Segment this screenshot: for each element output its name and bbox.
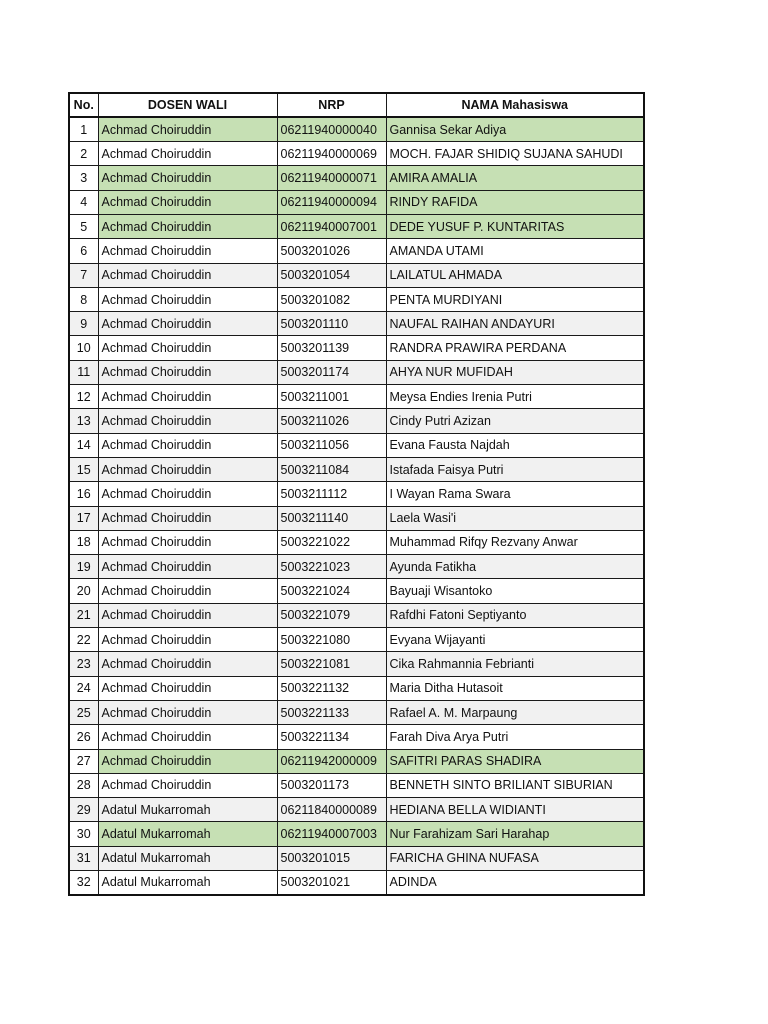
cell-nama-mahasiswa: Evyana Wijayanti	[386, 628, 644, 652]
table-row	[69, 555, 644, 579]
header-nama-mahasiswa: NAMA Mahasiswa	[386, 93, 644, 117]
cell-no: 25	[69, 700, 98, 724]
cell-nama-mahasiswa: LAILATUL AHMADA	[386, 263, 644, 287]
cell-nama-mahasiswa: ADINDA	[386, 871, 644, 895]
table-row	[69, 871, 644, 895]
cell-nama-mahasiswa: Laela Wasi'i	[386, 506, 644, 530]
table-row	[69, 312, 644, 336]
cell-nrp: 5003201021	[277, 871, 386, 895]
cell-nrp: 5003221132	[277, 676, 386, 700]
cell-no: 2	[69, 142, 98, 166]
cell-no: 22	[69, 628, 98, 652]
cell-no: 7	[69, 263, 98, 287]
cell-no: 18	[69, 530, 98, 554]
cell-nrp: 5003211112	[277, 482, 386, 506]
header-nrp: NRP	[277, 93, 386, 117]
table-row	[69, 287, 644, 311]
table-row	[69, 336, 644, 360]
cell-dosen-wali: Achmad Choiruddin	[98, 360, 277, 384]
cell-dosen-wali: Achmad Choiruddin	[98, 117, 277, 141]
cell-dosen-wali: Achmad Choiruddin	[98, 749, 277, 773]
cell-dosen-wali: Achmad Choiruddin	[98, 263, 277, 287]
cell-nrp: 5003221023	[277, 555, 386, 579]
cell-dosen-wali: Achmad Choiruddin	[98, 142, 277, 166]
cell-nrp: 5003211001	[277, 385, 386, 409]
cell-nrp: 5003201015	[277, 846, 386, 870]
cell-nama-mahasiswa: Nur Farahizam Sari Harahap	[386, 822, 644, 846]
cell-dosen-wali: Achmad Choiruddin	[98, 652, 277, 676]
cell-no: 6	[69, 239, 98, 263]
table-row	[69, 846, 644, 870]
cell-nama-mahasiswa: Meysa Endies Irenia Putri	[386, 385, 644, 409]
cell-no: 13	[69, 409, 98, 433]
cell-no: 1	[69, 117, 98, 141]
cell-dosen-wali: Achmad Choiruddin	[98, 190, 277, 214]
cell-no: 26	[69, 725, 98, 749]
cell-nama-mahasiswa: Rafdhi Fatoni Septiyanto	[386, 603, 644, 627]
cell-nrp: 5003201054	[277, 263, 386, 287]
cell-nama-mahasiswa: AMANDA UTAMI	[386, 239, 644, 263]
cell-nama-mahasiswa: BENNETH SINTO BRILIANT SIBURIAN	[386, 773, 644, 797]
cell-nrp: 5003201139	[277, 336, 386, 360]
cell-nrp: 5003221134	[277, 725, 386, 749]
cell-no: 8	[69, 287, 98, 311]
cell-nama-mahasiswa: PENTA MURDIYANI	[386, 287, 644, 311]
cell-nama-mahasiswa: DEDE YUSUF P. KUNTARITAS	[386, 214, 644, 238]
cell-dosen-wali: Adatul Mukarromah	[98, 871, 277, 895]
cell-nrp: 06211940000040	[277, 117, 386, 141]
cell-nrp: 06211940000094	[277, 190, 386, 214]
cell-nama-mahasiswa: MOCH. FAJAR SHIDIQ SUJANA SAHUDI	[386, 142, 644, 166]
cell-nrp: 5003221081	[277, 652, 386, 676]
cell-no: 9	[69, 312, 98, 336]
cell-nama-mahasiswa: AMIRA AMALIA	[386, 166, 644, 190]
cell-dosen-wali: Achmad Choiruddin	[98, 457, 277, 481]
table-row	[69, 482, 644, 506]
cell-nrp: 06211940007001	[277, 214, 386, 238]
cell-nama-mahasiswa: Bayuaji Wisantoko	[386, 579, 644, 603]
cell-dosen-wali: Achmad Choiruddin	[98, 773, 277, 797]
cell-nrp: 06211940000069	[277, 142, 386, 166]
cell-nama-mahasiswa: Gannisa Sekar Adiya	[386, 117, 644, 141]
cell-nama-mahasiswa: Cika Rahmannia Febrianti	[386, 652, 644, 676]
cell-nrp: 5003211140	[277, 506, 386, 530]
table-row	[69, 676, 644, 700]
table-row	[69, 190, 644, 214]
header-dosen-wali: DOSEN WALI	[98, 93, 277, 117]
table-row	[69, 725, 644, 749]
table-row	[69, 239, 644, 263]
cell-nrp: 06211840000089	[277, 798, 386, 822]
cell-nrp: 5003221133	[277, 700, 386, 724]
table-row	[69, 749, 644, 773]
cell-no: 21	[69, 603, 98, 627]
cell-dosen-wali: Achmad Choiruddin	[98, 676, 277, 700]
cell-dosen-wali: Achmad Choiruddin	[98, 579, 277, 603]
cell-dosen-wali: Achmad Choiruddin	[98, 530, 277, 554]
cell-dosen-wali: Achmad Choiruddin	[98, 725, 277, 749]
table-row	[69, 263, 644, 287]
cell-dosen-wali: Achmad Choiruddin	[98, 555, 277, 579]
table-row	[69, 579, 644, 603]
cell-nrp: 5003201174	[277, 360, 386, 384]
cell-nrp: 06211940007003	[277, 822, 386, 846]
cell-no: 16	[69, 482, 98, 506]
cell-nama-mahasiswa: Istafada Faisya Putri	[386, 457, 644, 481]
table-row	[69, 798, 644, 822]
cell-no: 28	[69, 773, 98, 797]
cell-nama-mahasiswa: FARICHA GHINA NUFASA	[386, 846, 644, 870]
table-row	[69, 530, 644, 554]
cell-dosen-wali: Achmad Choiruddin	[98, 336, 277, 360]
table-row	[69, 603, 644, 627]
cell-dosen-wali: Achmad Choiruddin	[98, 506, 277, 530]
cell-nrp: 5003221080	[277, 628, 386, 652]
cell-nama-mahasiswa: Rafael A. M. Marpaung	[386, 700, 644, 724]
cell-nrp: 06211942000009	[277, 749, 386, 773]
table-row	[69, 700, 644, 724]
cell-dosen-wali: Achmad Choiruddin	[98, 239, 277, 263]
cell-nrp: 5003201173	[277, 773, 386, 797]
table-row	[69, 360, 644, 384]
cell-nrp: 5003211056	[277, 433, 386, 457]
cell-nrp: 5003201026	[277, 239, 386, 263]
table-row	[69, 117, 644, 141]
cell-dosen-wali: Achmad Choiruddin	[98, 287, 277, 311]
cell-nama-mahasiswa: RINDY RAFIDA	[386, 190, 644, 214]
cell-no: 32	[69, 871, 98, 895]
cell-no: 20	[69, 579, 98, 603]
cell-no: 11	[69, 360, 98, 384]
cell-nrp: 06211940000071	[277, 166, 386, 190]
cell-nama-mahasiswa: Maria Ditha Hutasoit	[386, 676, 644, 700]
cell-no: 27	[69, 749, 98, 773]
table-row	[69, 433, 644, 457]
cell-nrp: 5003201082	[277, 287, 386, 311]
table-row	[69, 385, 644, 409]
cell-no: 12	[69, 385, 98, 409]
table-body	[69, 117, 644, 895]
cell-no: 15	[69, 457, 98, 481]
cell-dosen-wali: Achmad Choiruddin	[98, 628, 277, 652]
cell-nrp: 5003221024	[277, 579, 386, 603]
cell-nama-mahasiswa: HEDIANA BELLA WIDIANTI	[386, 798, 644, 822]
cell-dosen-wali: Achmad Choiruddin	[98, 433, 277, 457]
cell-nrp: 5003221079	[277, 603, 386, 627]
cell-no: 23	[69, 652, 98, 676]
cell-no: 17	[69, 506, 98, 530]
table-row	[69, 214, 644, 238]
cell-no: 10	[69, 336, 98, 360]
cell-nama-mahasiswa: Ayunda Fatikha	[386, 555, 644, 579]
table-row	[69, 142, 644, 166]
header-no: No.	[69, 93, 98, 117]
cell-dosen-wali: Adatul Mukarromah	[98, 846, 277, 870]
table-row	[69, 506, 644, 530]
cell-nama-mahasiswa: Farah Diva Arya Putri	[386, 725, 644, 749]
cell-no: 29	[69, 798, 98, 822]
cell-dosen-wali: Achmad Choiruddin	[98, 166, 277, 190]
cell-no: 3	[69, 166, 98, 190]
cell-nama-mahasiswa: Evana Fausta Najdah	[386, 433, 644, 457]
cell-dosen-wali: Adatul Mukarromah	[98, 798, 277, 822]
cell-dosen-wali: Achmad Choiruddin	[98, 482, 277, 506]
cell-dosen-wali: Adatul Mukarromah	[98, 822, 277, 846]
cell-nama-mahasiswa: Cindy Putri Azizan	[386, 409, 644, 433]
cell-dosen-wali: Achmad Choiruddin	[98, 700, 277, 724]
cell-nama-mahasiswa: I Wayan Rama Swara	[386, 482, 644, 506]
cell-no: 24	[69, 676, 98, 700]
table-row	[69, 409, 644, 433]
cell-dosen-wali: Achmad Choiruddin	[98, 603, 277, 627]
table-row	[69, 166, 644, 190]
cell-no: 4	[69, 190, 98, 214]
cell-dosen-wali: Achmad Choiruddin	[98, 312, 277, 336]
cell-dosen-wali: Achmad Choiruddin	[98, 214, 277, 238]
cell-dosen-wali: Achmad Choiruddin	[98, 409, 277, 433]
table-row	[69, 652, 644, 676]
cell-nrp: 5003211026	[277, 409, 386, 433]
student-advisor-table	[68, 92, 645, 896]
cell-nama-mahasiswa: AHYA NUR MUFIDAH	[386, 360, 644, 384]
cell-nama-mahasiswa: Muhammad Rifqy Rezvany Anwar	[386, 530, 644, 554]
table-row	[69, 457, 644, 481]
table-row	[69, 773, 644, 797]
cell-nama-mahasiswa: RANDRA PRAWIRA PERDANA	[386, 336, 644, 360]
cell-no: 30	[69, 822, 98, 846]
cell-dosen-wali: Achmad Choiruddin	[98, 385, 277, 409]
cell-nrp: 5003211084	[277, 457, 386, 481]
cell-no: 31	[69, 846, 98, 870]
cell-nrp: 5003201110	[277, 312, 386, 336]
table-row	[69, 628, 644, 652]
cell-no: 14	[69, 433, 98, 457]
table-row	[69, 822, 644, 846]
cell-nama-mahasiswa: NAUFAL RAIHAN ANDAYURI	[386, 312, 644, 336]
cell-nama-mahasiswa: SAFITRI PARAS SHADIRA	[386, 749, 644, 773]
cell-nrp: 5003221022	[277, 530, 386, 554]
cell-no: 5	[69, 214, 98, 238]
cell-no: 19	[69, 555, 98, 579]
table-header-row	[69, 93, 644, 117]
